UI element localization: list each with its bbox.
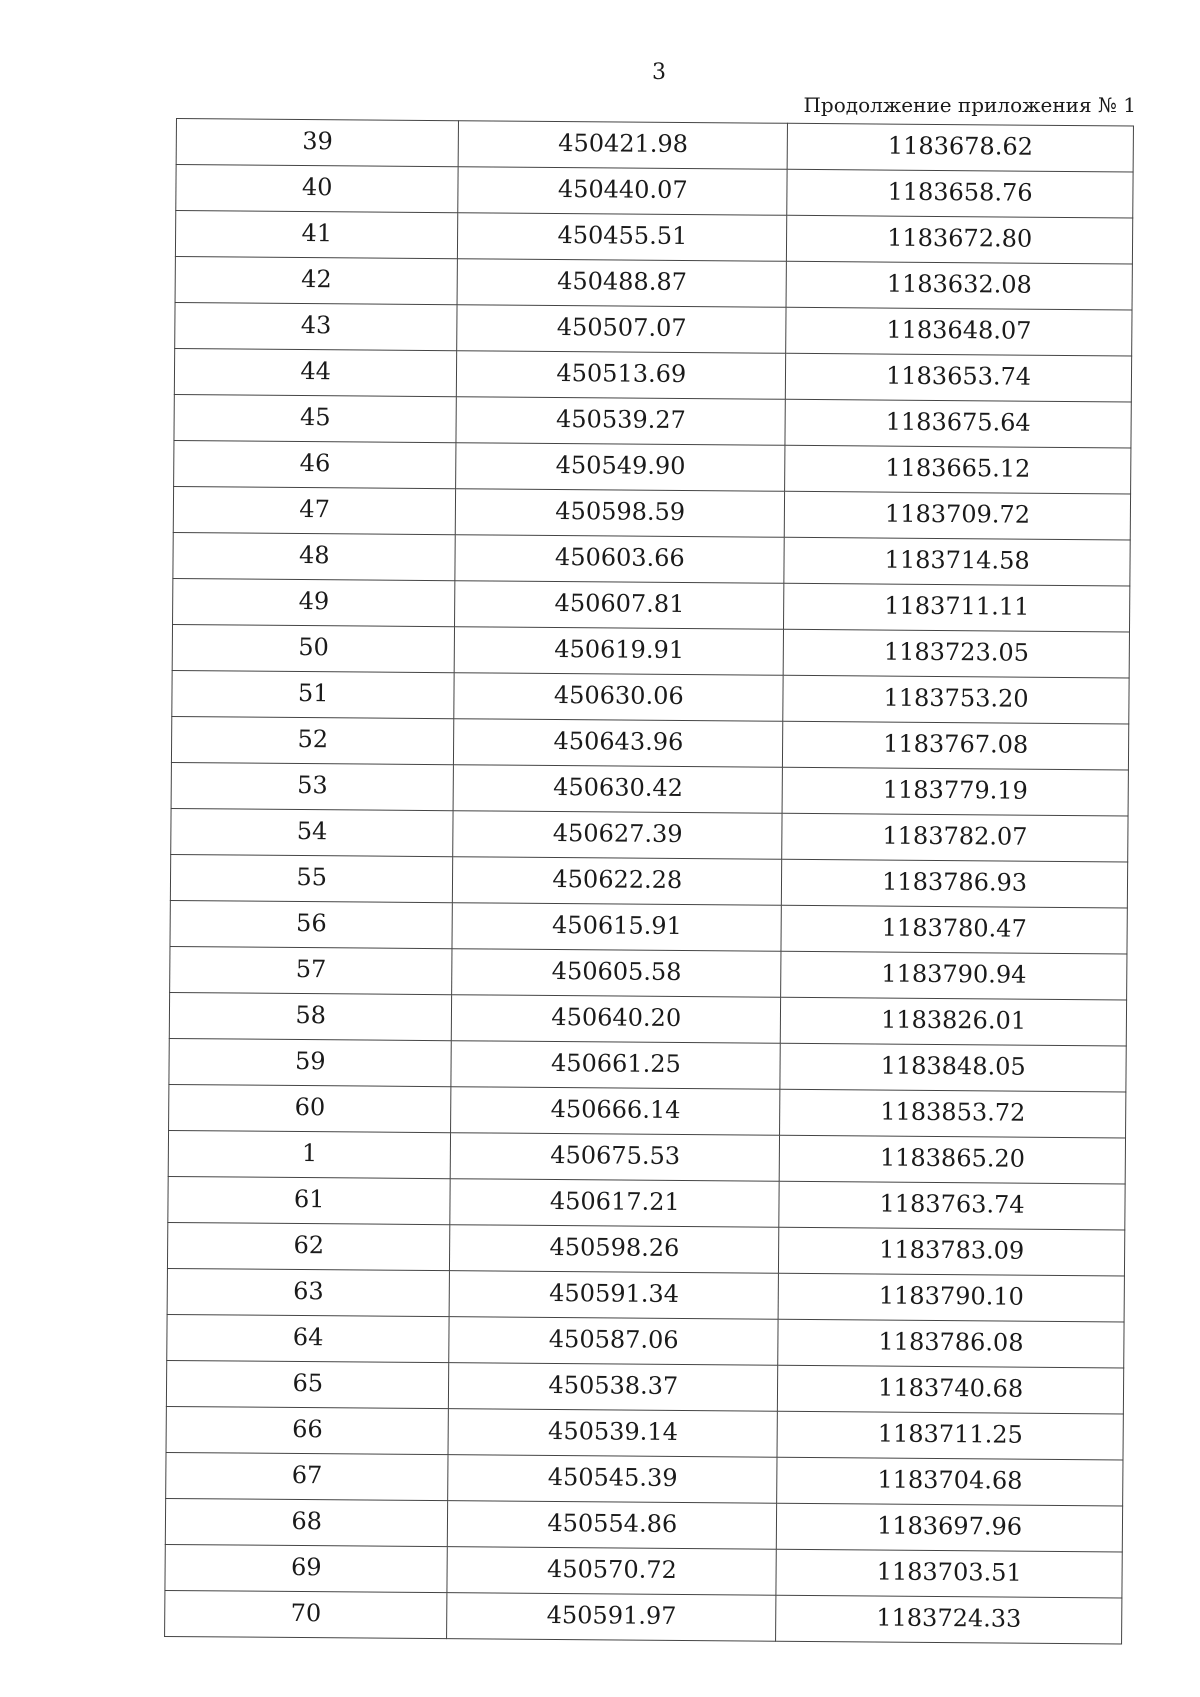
x-coordinate-cell: 450607.81	[455, 581, 784, 630]
x-coordinate-cell: 450513.69	[457, 351, 786, 400]
x-coordinate-cell: 450591.97	[447, 1593, 776, 1642]
table-row	[167, 1268, 1124, 1322]
x-coordinate-cell: 450538.37	[449, 1363, 778, 1412]
y-coordinate-cell: 1183753.20	[783, 675, 1129, 724]
point-number-cell: 68	[165, 1498, 448, 1546]
x-coordinate-cell: 450666.14	[451, 1087, 780, 1136]
y-coordinate-cell: 1183711.25	[777, 1411, 1123, 1460]
table-row	[166, 1360, 1123, 1414]
y-coordinate-cell: 1183786.08	[778, 1319, 1124, 1368]
table-row	[170, 946, 1127, 1000]
y-coordinate-cell: 1183740.68	[778, 1365, 1124, 1414]
x-coordinate-cell: 450615.91	[452, 903, 781, 952]
point-number-cell: 65	[166, 1360, 449, 1408]
y-coordinate-cell: 1183853.72	[780, 1089, 1126, 1138]
point-number-cell: 51	[172, 670, 455, 718]
table-row	[167, 1222, 1124, 1276]
table-row	[171, 808, 1128, 862]
point-number-cell: 63	[167, 1268, 450, 1316]
y-coordinate-cell: 1183648.07	[786, 307, 1132, 356]
y-coordinate-cell: 1183763.74	[779, 1181, 1125, 1230]
y-coordinate-cell: 1183780.47	[781, 905, 1127, 954]
point-number-cell: 39	[176, 119, 459, 167]
point-number-cell: 47	[173, 486, 456, 534]
appendix-continuation-label: Продолжение приложения № 1	[803, 93, 1136, 117]
x-coordinate-cell: 450570.72	[447, 1547, 776, 1596]
page-number: 3	[652, 60, 666, 85]
point-number-cell: 50	[172, 624, 455, 672]
table-row	[166, 1452, 1123, 1506]
x-coordinate-cell: 450617.21	[450, 1179, 779, 1228]
point-number-cell: 41	[175, 211, 458, 259]
point-number-cell: 64	[167, 1314, 450, 1362]
point-number-cell: 54	[171, 808, 454, 856]
x-coordinate-cell: 450440.07	[458, 167, 787, 216]
point-number-cell: 57	[170, 946, 453, 994]
x-coordinate-cell: 450630.06	[454, 673, 783, 722]
table-row	[169, 1038, 1126, 1092]
x-coordinate-cell: 450598.59	[456, 489, 785, 538]
table-row	[174, 394, 1131, 448]
y-coordinate-cell: 1183714.58	[784, 537, 1130, 586]
x-coordinate-cell: 450598.26	[450, 1225, 779, 1274]
x-coordinate-cell: 450627.39	[453, 811, 782, 860]
point-number-cell: 52	[171, 716, 454, 764]
point-number-cell: 46	[174, 440, 457, 488]
table-row	[173, 578, 1130, 632]
y-coordinate-cell: 1183709.72	[784, 491, 1130, 540]
point-number-cell: 69	[165, 1544, 448, 1592]
y-coordinate-cell: 1183724.33	[776, 1595, 1122, 1644]
y-coordinate-cell: 1183790.10	[778, 1273, 1124, 1322]
point-number-cell: 1	[168, 1130, 451, 1178]
x-coordinate-cell: 450675.53	[451, 1133, 780, 1182]
table-row	[171, 762, 1128, 816]
point-number-cell: 58	[169, 992, 452, 1040]
y-coordinate-cell: 1183790.94	[781, 951, 1127, 1000]
point-number-cell: 42	[175, 256, 458, 304]
point-number-cell: 62	[167, 1222, 450, 1270]
y-coordinate-cell: 1183665.12	[785, 445, 1131, 494]
table-row	[165, 1544, 1122, 1598]
y-coordinate-cell: 1183675.64	[785, 399, 1131, 448]
table-row	[175, 211, 1132, 265]
point-number-cell: 49	[173, 578, 456, 626]
table-row	[170, 900, 1127, 954]
x-coordinate-cell: 450603.66	[455, 535, 784, 584]
table-row	[176, 165, 1133, 219]
x-coordinate-cell: 450539.14	[448, 1409, 777, 1458]
y-coordinate-cell: 1183826.01	[780, 997, 1126, 1046]
table-row	[173, 486, 1130, 540]
y-coordinate-cell: 1183865.20	[779, 1135, 1125, 1184]
y-coordinate-cell: 1183658.76	[787, 169, 1133, 218]
y-coordinate-cell: 1183678.62	[787, 123, 1133, 172]
point-number-cell: 61	[168, 1176, 451, 1224]
table-row	[167, 1314, 1124, 1368]
point-number-cell: 67	[166, 1452, 449, 1500]
table-row	[165, 1590, 1122, 1644]
x-coordinate-cell: 450545.39	[448, 1455, 777, 1504]
table-row	[168, 1176, 1125, 1230]
point-number-cell: 45	[174, 394, 457, 442]
table-row	[173, 532, 1130, 586]
y-coordinate-cell: 1183697.96	[776, 1503, 1122, 1552]
point-number-cell: 44	[174, 348, 457, 396]
x-coordinate-cell: 450421.98	[459, 121, 788, 170]
table-row	[174, 348, 1131, 402]
point-number-cell: 70	[165, 1590, 448, 1638]
y-coordinate-cell: 1183779.19	[782, 767, 1128, 816]
point-number-cell: 59	[169, 1038, 452, 1086]
x-coordinate-cell: 450455.51	[458, 213, 787, 262]
y-coordinate-cell: 1183767.08	[783, 721, 1129, 770]
y-coordinate-cell: 1183632.08	[786, 261, 1132, 310]
point-number-cell: 48	[173, 532, 456, 580]
x-coordinate-cell: 450605.58	[452, 949, 781, 998]
table-row	[172, 670, 1129, 724]
table-row	[172, 624, 1129, 678]
point-number-cell: 40	[176, 165, 459, 213]
x-coordinate-cell: 450640.20	[452, 995, 781, 1044]
table-row	[175, 256, 1132, 310]
y-coordinate-cell: 1183783.09	[779, 1227, 1125, 1276]
x-coordinate-cell: 450507.07	[457, 305, 786, 354]
table-row	[169, 992, 1126, 1046]
x-coordinate-cell: 450619.91	[455, 627, 784, 676]
y-coordinate-cell: 1183723.05	[783, 629, 1129, 678]
x-coordinate-cell: 450549.90	[456, 443, 785, 492]
y-coordinate-cell: 1183704.68	[777, 1457, 1123, 1506]
table-row	[170, 854, 1127, 908]
y-coordinate-cell: 1183672.80	[787, 215, 1133, 264]
point-number-cell: 53	[171, 762, 454, 810]
x-coordinate-cell: 450622.28	[453, 857, 782, 906]
y-coordinate-cell: 1183848.05	[780, 1043, 1126, 1092]
table-row	[168, 1130, 1125, 1184]
x-coordinate-cell: 450587.06	[449, 1317, 778, 1366]
y-coordinate-cell: 1183653.74	[786, 353, 1132, 402]
point-number-cell: 43	[175, 302, 458, 350]
table-row	[174, 440, 1131, 494]
table-row	[171, 716, 1128, 770]
table-row	[169, 1084, 1126, 1138]
x-coordinate-cell: 450591.34	[450, 1271, 779, 1320]
coordinates-table	[164, 118, 1134, 1644]
table-row	[166, 1406, 1123, 1460]
table-row	[176, 119, 1133, 173]
x-coordinate-cell: 450661.25	[451, 1041, 780, 1090]
y-coordinate-cell: 1183703.51	[776, 1549, 1122, 1598]
y-coordinate-cell: 1183786.93	[782, 859, 1128, 908]
x-coordinate-cell: 450539.27	[456, 397, 785, 446]
x-coordinate-cell: 450488.87	[457, 259, 786, 308]
x-coordinate-cell: 450630.42	[454, 765, 783, 814]
y-coordinate-cell: 1183782.07	[782, 813, 1128, 862]
x-coordinate-cell: 450643.96	[454, 719, 783, 768]
coordinates-table-body	[165, 119, 1134, 1644]
point-number-cell: 60	[169, 1084, 452, 1132]
point-number-cell: 66	[166, 1406, 449, 1454]
table-row	[165, 1498, 1122, 1552]
x-coordinate-cell: 450554.86	[448, 1501, 777, 1550]
point-number-cell: 56	[170, 900, 453, 948]
y-coordinate-cell: 1183711.11	[784, 583, 1130, 632]
point-number-cell: 55	[170, 854, 453, 902]
table-row	[175, 302, 1132, 356]
